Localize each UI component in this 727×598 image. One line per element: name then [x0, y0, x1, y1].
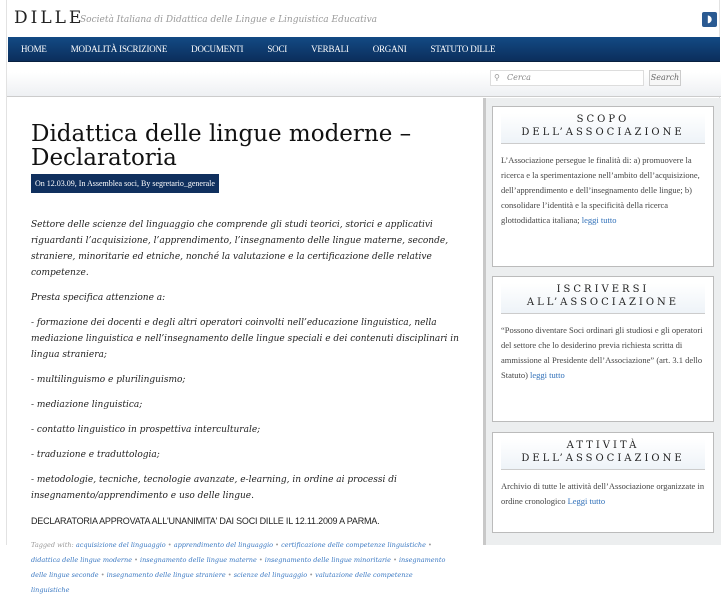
- tag-link[interactable]: didattica delle lingue moderne: [31, 556, 133, 564]
- main-nav: [8, 37, 720, 62]
- widget-title: ATTIVITÀ DELL’ASSOCIAZIONE: [501, 439, 705, 470]
- tag-link[interactable]: insegnamento delle lingue minoritarie: [264, 556, 391, 564]
- tag-link[interactable]: valutazione delle competenze linguistiche: [31, 571, 413, 594]
- widget-text: “Possono diventare Soci ordinari gli studiosi e gli operatori del settore che lo desiderino previa richiesta scritta di ammissione al Presidente dell’Associazione” (art. 3.1 dello Statuto) leggi tutto: [501, 325, 703, 380]
- paragraph: - multilinguismo e plurilinguismo;: [31, 375, 186, 385]
- paragraph: Settore delle scienze del linguaggio che comprende gli studi teorici, storici e applicativi riguardanti l’acquisizione, l’apprendimento, l’insegnamento delle lingue materne, seconde, straniere, minoritarie ed etniche, nonché la valutazione e la certificazione delle relative competenze.: [31, 220, 449, 278]
- nav-organi[interactable]: ORGANI: [372, 44, 407, 54]
- site-tagline: Società Italiana di Didattica delle Lingue e Linguistica Educativa: [80, 15, 378, 25]
- read-more-link[interactable]: Leggi tutto: [567, 496, 606, 506]
- widget-iscriversi: [492, 276, 714, 422]
- tag-link[interactable]: certificazione delle competenze linguistiche: [281, 541, 426, 549]
- post-meta: On 12.03.09, In Assemblea soci, By segretario_generale: [31, 174, 219, 193]
- search-icon: ⚲: [494, 73, 500, 82]
- widget-scopo: [492, 106, 714, 267]
- widget-title: ISCRIVERSI ALL’ASSOCIAZIONE: [501, 283, 705, 314]
- tagged-label: Tagged with:: [31, 541, 74, 549]
- nav-home[interactable]: HOME: [21, 44, 47, 54]
- site-logo[interactable]: DILLE: [14, 8, 85, 28]
- tag-link[interactable]: acquisizione del linguaggio: [75, 541, 166, 549]
- sidebar: [483, 98, 721, 545]
- paragraph: Presta specifica attenzione a:: [31, 293, 166, 303]
- read-more-link[interactable]: leggi tutto: [581, 215, 617, 225]
- widget-text: L’Associazione persegue le finalità di: a) promuovere la ricerca e la sperimentazione nell’ambito dell’acquisizione, dell’apprendimento e dell’insegnamento delle lingue; b) consolidare l’identità e la specificità della ricerca glottodidattica italiana; leggi tutto: [501, 155, 700, 225]
- search-bar: [7, 62, 721, 97]
- widget-attivita: [492, 432, 714, 533]
- paragraph: - traduzione e traduttologia;: [31, 450, 160, 460]
- tag-link[interactable]: insegnamento delle lingue materne: [140, 556, 257, 564]
- read-more-link[interactable]: leggi tutto: [530, 370, 565, 380]
- post: [7, 98, 482, 594]
- nav-modalita-iscrizione[interactable]: MODALITÀ ISCRIZIONE: [70, 44, 168, 54]
- post-content: [31, 217, 461, 529]
- rss-icon[interactable]: ◗: [702, 12, 717, 27]
- post-title[interactable]: Didattica delle lingue moderne – Declaratoria: [31, 121, 412, 171]
- tag-link[interactable]: insegnamento delle lingue straniere: [106, 571, 226, 579]
- nav-documenti[interactable]: DOCUMENTI: [191, 44, 244, 54]
- nav-soci[interactable]: SOCI: [267, 44, 288, 54]
- search-placeholder: Cerca: [507, 73, 531, 82]
- tag-link[interactable]: apprendimento del linguaggio: [173, 541, 274, 549]
- search-input[interactable]: [490, 70, 644, 86]
- widget-title: SCOPO DELL’ASSOCIAZIONE: [501, 113, 705, 144]
- approval-note: DECLARATORIA APPROVATA ALL'UNANIMITA' DAI SOCI DILLE IL 12.11.2009 A PARMA.: [31, 516, 380, 526]
- post-tags: Tagged with: acquisizione del linguaggio • apprendimento del linguaggio • certificazione delle competenze linguistiche • didattica delle lingue moderne • insegnamento delle lingue materne • insegnamento delle lingue minoritarie • insegnamento delle lingue seconde • insegnamento delle lingue straniere • scienze del linguaggio • valutazione delle competenze linguistiche: [31, 541, 446, 594]
- tag-link[interactable]: insegnamento delle lingue seconde: [31, 556, 446, 579]
- paragraph: - metodologie, tecniche, tecnologie avanzate, e-learning, in ordine ai processi di insegnamento/apprendimento e uso delle lingue.: [31, 475, 397, 501]
- paragraph: - mediazione linguistica;: [31, 400, 143, 410]
- nav-verbali[interactable]: VERBALI: [311, 44, 349, 54]
- tag-link[interactable]: scienze del linguaggio: [233, 571, 308, 579]
- header: [7, 0, 719, 36]
- paragraph: - contatto linguistico in prospettiva interculturale;: [31, 425, 261, 435]
- search-button[interactable]: Search: [649, 70, 681, 86]
- page: [6, 0, 720, 594]
- paragraph: - formazione dei docenti e degli altri operatori coinvolti nell’educazione linguistica, nella mediazione linguistica e nell’insegnamento delle lingue speciali e dei contenuti disciplinari in lingua straniera;: [31, 318, 459, 360]
- nav-statuto-dille[interactable]: STATUTO DILLE: [430, 44, 496, 54]
- widget-text: Archivio di tutte le attività dell’Associazione organizzate in ordine cronologico Leggi tutto: [501, 481, 705, 506]
